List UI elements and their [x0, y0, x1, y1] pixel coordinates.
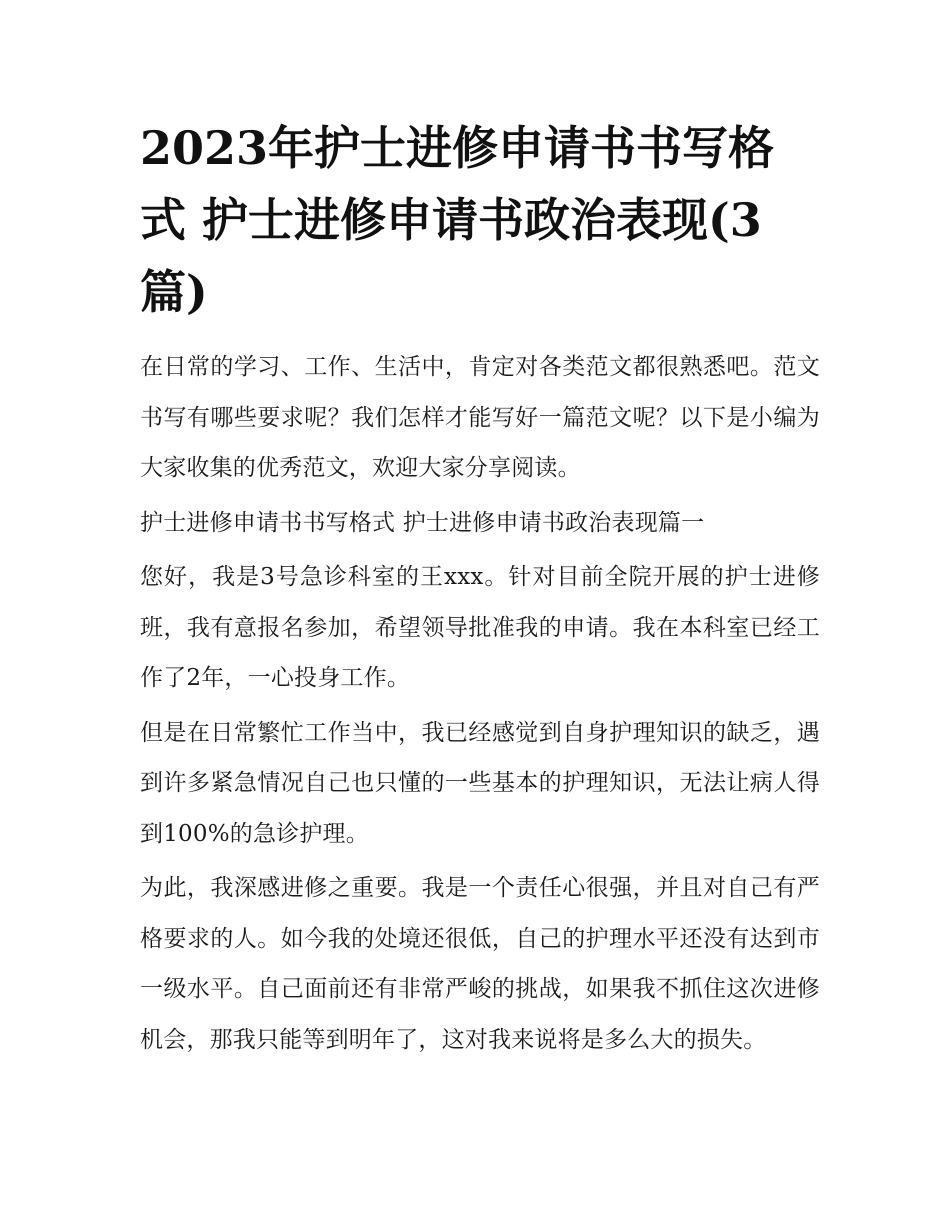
section-heading: 护士进修申请书书写格式 护士进修申请书政治表现篇一	[140, 509, 705, 536]
body-paragraph-2: 但是在日常繁忙工作当中，我已经感觉到自身护理知识的缺乏，遇到许多紧急情况自己也只懂的一些基本的护理知识，无法让病人得到100%的急诊护理。	[140, 719, 820, 847]
body-paragraph-3: 为此，我深感进修之重要。我是一个责任心很强，并且对自己有严格要求的人。如今我的处境还很低，自己的护理水平还没有达到市一级水平。自己面前还有非常严峻的挑战，如果我不抓住这次进修机会，那我只能等到明年了，这对我来说将是多么大的损失。	[140, 875, 820, 1053]
document-body	[140, 342, 820, 1065]
document-title: 2023年护士进修申请书书写格式 护士进修申请书政治表现(3篇)	[140, 121, 775, 319]
intro-paragraph: 在日常的学习、工作、生活中，肯定对各类范文都很熟悉吧。范文书写有哪些要求呢？我们怎样才能写好一篇范文呢？以下是小编为大家收集的优秀范文，欢迎大家分享阅读。	[140, 354, 820, 481]
document-page	[140, 112, 820, 1069]
body-paragraph-1: 您好，我是3号急诊科室的王xxx。针对目前全院开展的护士进修班，我有意报名参加，希望领导批准我的申请。我在本科室已经工作了2年，一心投身工作。	[140, 564, 820, 691]
